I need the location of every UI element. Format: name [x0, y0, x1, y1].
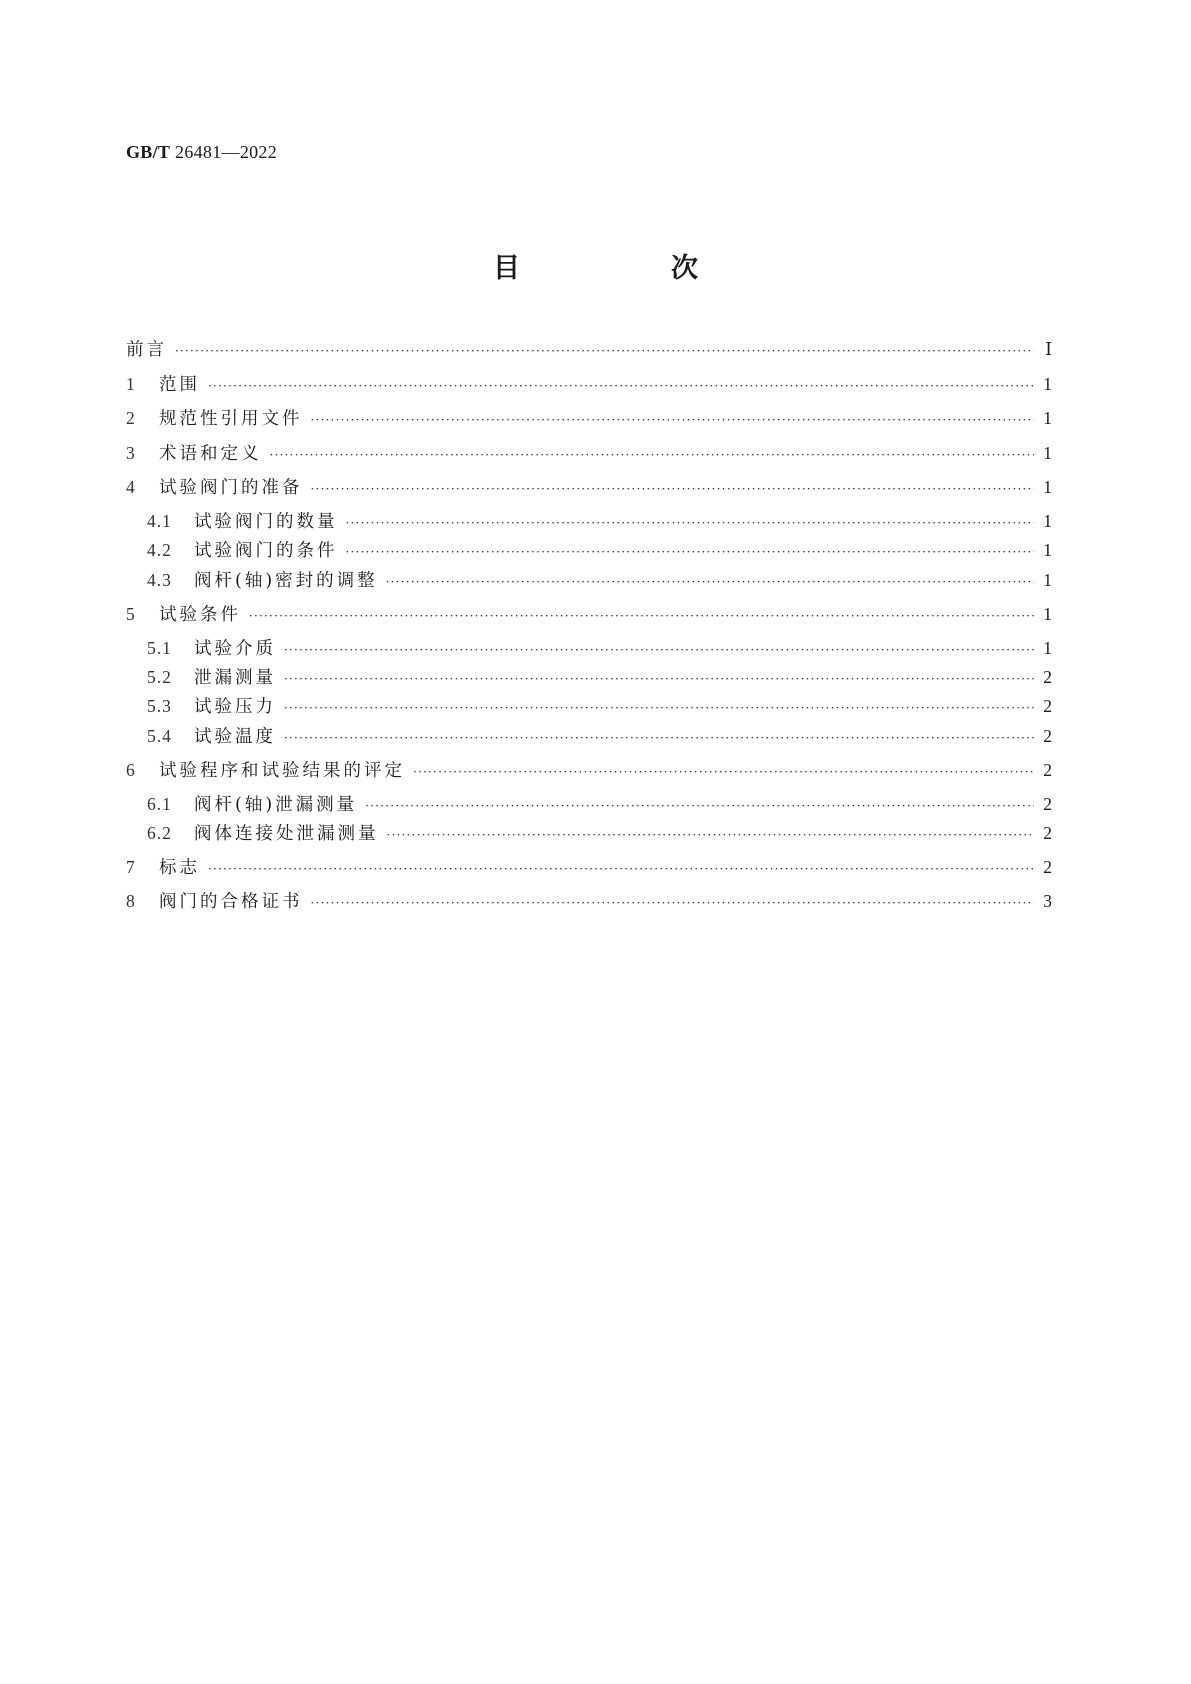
toc-entry-number: 4.1	[147, 511, 172, 531]
toc-entry-page: 1	[1043, 477, 1052, 497]
toc-entry-number: 6.2	[147, 823, 172, 843]
toc-entry-title: 阀门的合格证书	[159, 892, 303, 912]
toc-entry-title: 试验程序和试验结果的评定	[159, 761, 405, 781]
toc-entry-number: 5.1	[147, 638, 172, 658]
toc-entry-number: 8	[126, 891, 135, 911]
toc-leader-dots	[346, 542, 1035, 562]
toc-leader-dots	[311, 479, 1035, 499]
toc-leader-dots	[413, 762, 1034, 782]
toc-leader-dots	[284, 698, 1034, 718]
toc-entry[interactable]	[126, 570, 1052, 592]
toc-entry-title: 规范性引用文件	[159, 409, 303, 429]
toc-entry[interactable]	[126, 823, 1052, 845]
toc-entry-title: 试验温度	[194, 727, 276, 747]
toc-entry-title: 阀杆(轴)密封的调整	[194, 571, 378, 591]
toc-entry-page: 1	[1043, 511, 1052, 531]
toc-entry[interactable]	[126, 511, 1052, 533]
toc-entry[interactable]	[126, 443, 1052, 465]
toc-entry[interactable]	[126, 667, 1052, 689]
toc-entry-page: 1	[1043, 374, 1052, 394]
toc-entry-number: 5.3	[147, 696, 172, 716]
toc-entry-number: 4.2	[147, 540, 172, 560]
toc-entry-number: 6	[126, 760, 135, 780]
toc-entry-page: 1	[1043, 604, 1052, 624]
toc-entry[interactable]	[126, 408, 1052, 430]
toc-entry-page: 3	[1043, 891, 1052, 911]
toc-entry[interactable]	[126, 794, 1052, 816]
toc-entry[interactable]	[126, 477, 1052, 499]
toc-entry-title: 试验阀门的准备	[159, 478, 303, 498]
toc-leader-dots	[284, 728, 1034, 748]
toc-entry[interactable]	[126, 857, 1052, 879]
toc-leader-dots	[311, 410, 1035, 430]
toc-leader-dots	[284, 640, 1034, 660]
toc-entry-title: 试验阀门的数量	[194, 512, 338, 532]
toc-entry-page: 1	[1043, 443, 1052, 463]
toc-entry[interactable]	[126, 760, 1052, 782]
toc-entry[interactable]	[126, 638, 1052, 660]
toc-entry-number: 3	[126, 443, 135, 463]
toc-entry-title: 试验介质	[194, 639, 276, 659]
toc-entry-title: 泄漏测量	[194, 668, 276, 688]
toc-entry-page: 2	[1043, 667, 1052, 687]
toc-leader-dots	[365, 796, 1034, 816]
toc-entry[interactable]	[126, 891, 1052, 913]
toc-entry-title: 阀体连接处泄漏测量	[194, 824, 379, 844]
page-title: 目 次	[493, 253, 760, 284]
toc-entry-number: 6.1	[147, 794, 172, 814]
toc-entry-page: 2	[1043, 726, 1052, 746]
toc-entry-page: 2	[1043, 760, 1052, 780]
toc-entry-title: 试验阀门的条件	[194, 541, 338, 561]
toc-entry-number: 4.3	[147, 570, 172, 590]
toc-entry-page: 1	[1043, 570, 1052, 590]
toc-leader-dots	[270, 445, 1035, 465]
toc-entry-title: 前言	[126, 340, 167, 360]
toc-leader-dots	[346, 513, 1035, 533]
toc-entry-number: 5.4	[147, 726, 172, 746]
toc-entry-title: 标志	[159, 858, 200, 878]
toc-leader-dots	[284, 669, 1034, 689]
toc-entry-page: 1	[1043, 638, 1052, 658]
toc-leader-dots	[208, 859, 1034, 879]
toc-entry-page: 2	[1043, 823, 1052, 843]
toc-entry-page: 1	[1043, 408, 1052, 428]
toc-entry-title: 范围	[159, 375, 200, 395]
toc-entry-page: 2	[1043, 857, 1052, 877]
toc-entry[interactable]	[126, 340, 1052, 361]
toc-leader-dots	[249, 606, 1034, 626]
document-code-prefix: GB/T	[126, 142, 171, 162]
toc-entry-number: 7	[126, 857, 135, 877]
toc-leader-dots	[175, 341, 1034, 361]
toc-leader-dots	[208, 376, 1034, 396]
toc-entry-title: 阀杆(轴)泄漏测量	[194, 795, 358, 815]
toc-leader-dots	[387, 825, 1035, 845]
toc-entry[interactable]	[126, 696, 1052, 718]
toc-entry-number: 5.2	[147, 667, 172, 687]
toc-entry-number: 5	[126, 604, 135, 624]
toc-entry-title: 试验压力	[194, 697, 276, 717]
toc-entry-title: 术语和定义	[159, 444, 262, 464]
toc-entry-title: 试验条件	[159, 605, 241, 625]
toc-entry-number: 2	[126, 408, 135, 428]
document-code-number: 26481—2022	[175, 142, 278, 162]
toc-entry-number: 4	[126, 477, 135, 497]
toc-entry-page: 1	[1043, 540, 1052, 560]
document-code	[126, 142, 277, 163]
toc-leader-dots	[386, 572, 1034, 592]
toc-entry-page: 2	[1043, 696, 1052, 716]
toc-entry-page: Ⅰ	[1045, 340, 1052, 360]
toc-entry-number: 1	[126, 374, 135, 394]
toc-entry[interactable]	[126, 604, 1052, 626]
toc-entry-page: 2	[1043, 794, 1052, 814]
toc-entry[interactable]	[126, 374, 1052, 396]
toc-entry[interactable]	[126, 726, 1052, 748]
toc-entry[interactable]	[126, 540, 1052, 562]
toc-leader-dots	[311, 893, 1035, 913]
